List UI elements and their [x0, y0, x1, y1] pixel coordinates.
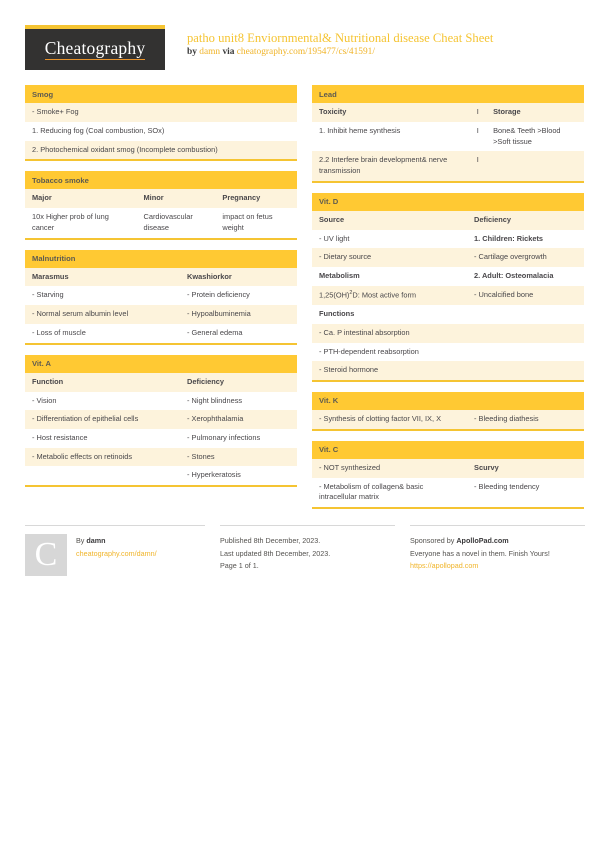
cheatography-logo[interactable] [25, 25, 165, 70]
page-title: patho unit8 Enviornmental& Nutritional disease Cheat Sheet [187, 31, 494, 45]
table-cell [25, 466, 180, 485]
left-column [25, 85, 297, 497]
card-table [312, 103, 584, 181]
card-table [25, 103, 297, 159]
table-row [25, 286, 297, 305]
table-cell: - Steroid hormone [312, 361, 584, 380]
table-cell: 1,25(OH)$^2$D: Most active form [312, 286, 467, 305]
table-cell: - General edema [180, 324, 297, 343]
row-separator: I [470, 103, 486, 122]
card-title: Vit. D [312, 193, 584, 211]
cheat-card [312, 85, 584, 183]
table-row [25, 392, 297, 411]
table-row [312, 478, 584, 507]
table-cell: Pregnancy [215, 189, 297, 208]
table-cell: - Starving [25, 286, 180, 305]
table-cell: - Night blindness [180, 392, 297, 411]
page-footer [25, 525, 575, 576]
table-row [312, 248, 584, 267]
table-cell: - Metabolic effects on retinoids [25, 448, 180, 467]
table-cell: Cardiovascular disease [137, 208, 216, 237]
footer-dates-block [220, 525, 395, 576]
table-cell: impact on fetus weight [215, 208, 297, 237]
sponsor-name[interactable]: ApolloPad.com [456, 536, 509, 546]
author-meta [76, 534, 157, 576]
table-row [25, 122, 297, 141]
page-header [25, 25, 575, 73]
table-row [25, 305, 297, 324]
title-block [165, 25, 493, 59]
table-cell: - Ca. P intestinal absorption [312, 324, 584, 343]
card-table [312, 211, 584, 380]
source-url-link[interactable]: cheatography.com/195477/cs/41591/ [236, 47, 375, 58]
table-row [25, 208, 297, 237]
table-cell: - NOT synthesized [312, 459, 467, 478]
card-table [25, 268, 297, 343]
table-row [25, 141, 297, 160]
sponsor-label: Sponsored by [410, 536, 455, 546]
table-row [25, 466, 297, 485]
card-title: Vit. K [312, 392, 584, 410]
row-separator: I [470, 151, 486, 180]
table-cell: - Protein deficiency [180, 286, 297, 305]
card-table [312, 410, 584, 429]
table-row [312, 103, 584, 122]
table-cell: - Hypoalbuminemia [180, 305, 297, 324]
author-link[interactable]: damn [199, 47, 221, 58]
table-cell: Bone& Teeth >Blood >Soft tissue [486, 122, 584, 151]
card-title: Vit. C [312, 441, 584, 459]
updated-date: Last updated 8th December, 2023. [220, 548, 331, 558]
table-row [25, 373, 297, 392]
card-title: Tobacco smoke [25, 171, 297, 189]
table-row [25, 268, 297, 287]
cheat-card [25, 171, 297, 239]
cheat-card [25, 85, 297, 161]
card-table [312, 459, 584, 507]
card-title: Malnutrition [25, 250, 297, 268]
publish-meta [220, 534, 395, 573]
table-cell: - Synthesis of clotting factor VII, IX, X [312, 410, 467, 429]
byline [187, 47, 493, 58]
table-cell: Scurvy [467, 459, 584, 478]
table-cell: - Host resistance [25, 429, 180, 448]
table-cell: 10x Higher prob of lung cancer [25, 208, 137, 237]
table-cell: - Hyperkeratosis [180, 466, 297, 485]
author-name: damn [86, 536, 106, 546]
table-row [312, 151, 584, 180]
table-cell: 1. Reducing fog (Coal combustion, SOx) [25, 122, 297, 141]
table-cell: Marasmus [25, 268, 180, 287]
table-row [312, 305, 584, 324]
via-label: via [222, 47, 235, 58]
table-cell: 2. Adult: Osteomalacia [467, 267, 584, 286]
table-row [312, 230, 584, 249]
table-cell: - Normal serum albumin level [25, 305, 180, 324]
table-row [312, 361, 584, 380]
cheat-card [25, 355, 297, 488]
table-row [312, 343, 584, 362]
page-count: Page 1 of 1. [220, 561, 259, 571]
sponsor-url-link[interactable]: https://apollopad.com [410, 561, 479, 571]
footer-sponsor-block [410, 525, 585, 576]
table-cell: - Cartilage overgrowth [467, 248, 584, 267]
table-cell: Function [25, 373, 180, 392]
author-line [76, 535, 157, 548]
table-cell: - Metabolism of collagen& basic intracellular matrix [312, 478, 467, 507]
sponsor-meta [410, 534, 585, 573]
published-date: Published 8th December, 2023. [220, 536, 321, 546]
card-table [25, 189, 297, 237]
table-row [312, 211, 584, 230]
table-cell: - Loss of muscle [25, 324, 180, 343]
table-cell: Minor [137, 189, 216, 208]
table-cell: Deficiency [180, 373, 297, 392]
table-cell: - Pulmonary infections [180, 429, 297, 448]
table-row [25, 429, 297, 448]
table-cell: Deficiency [467, 211, 584, 230]
right-column [312, 85, 584, 519]
table-cell: - Stones [180, 448, 297, 467]
table-cell: - PTH-dependent reabsorption [312, 343, 584, 362]
author-profile-link[interactable]: cheatography.com/damn/ [76, 548, 157, 558]
table-row [312, 410, 584, 429]
table-cell: - Dietary source [312, 248, 467, 267]
cheat-card [312, 441, 584, 509]
table-row [25, 448, 297, 467]
table-cell: Metabolism [312, 267, 467, 286]
table-row [312, 122, 584, 151]
card-title: Vit. A [25, 355, 297, 373]
card-title: Lead [312, 85, 584, 103]
cheat-card [25, 250, 297, 345]
table-cell [486, 151, 584, 180]
cheat-card [312, 193, 584, 382]
table-cell: Storage [486, 103, 584, 122]
table-cell: 1. Inhibit heme synthesis [312, 122, 470, 151]
cheat-card [312, 392, 584, 431]
table-cell: 2. Photochemical oxidant smog (Incomplete combustion) [25, 141, 297, 160]
table-cell: Major [25, 189, 137, 208]
table-cell: Functions [312, 305, 584, 324]
table-cell: - Differentiation of epithelial cells [25, 410, 180, 429]
table-cell: - Vision [25, 392, 180, 411]
table-cell: Toxicity [312, 103, 470, 122]
table-row [25, 410, 297, 429]
table-cell: - Xerophthalamia [180, 410, 297, 429]
cheat-sheet-columns [25, 85, 575, 519]
table-cell: - Bleeding diathesis [467, 410, 584, 429]
table-cell: Source [312, 211, 467, 230]
table-cell: - Bleeding tendency [467, 478, 584, 507]
table-cell: 2.2 Interfere brain development& nerve transmission [312, 151, 470, 180]
table-row [25, 324, 297, 343]
footer-author-block [25, 525, 205, 576]
by-label: by [187, 47, 197, 58]
table-cell: - UV light [312, 230, 467, 249]
table-row [312, 267, 584, 286]
table-row [312, 459, 584, 478]
table-row [25, 103, 297, 122]
avatar: C [25, 534, 67, 576]
table-row [312, 286, 584, 305]
sponsor-line [410, 535, 585, 548]
table-row [25, 189, 297, 208]
row-separator: I [470, 122, 486, 151]
table-cell: 1. Children: Rickets [467, 230, 584, 249]
table-cell: Kwashiorkor [180, 268, 297, 287]
by-label: By [76, 536, 85, 546]
logo-text: Cheatography [44, 38, 146, 59]
table-cell: - Smoke+ Fog [25, 103, 297, 122]
card-title: Smog [25, 85, 297, 103]
table-cell: - Uncalcified bone [467, 286, 584, 305]
sponsor-tagline: Everyone has a novel in them. Finish Yours! [410, 548, 550, 558]
card-table [25, 373, 297, 485]
table-row [312, 324, 584, 343]
